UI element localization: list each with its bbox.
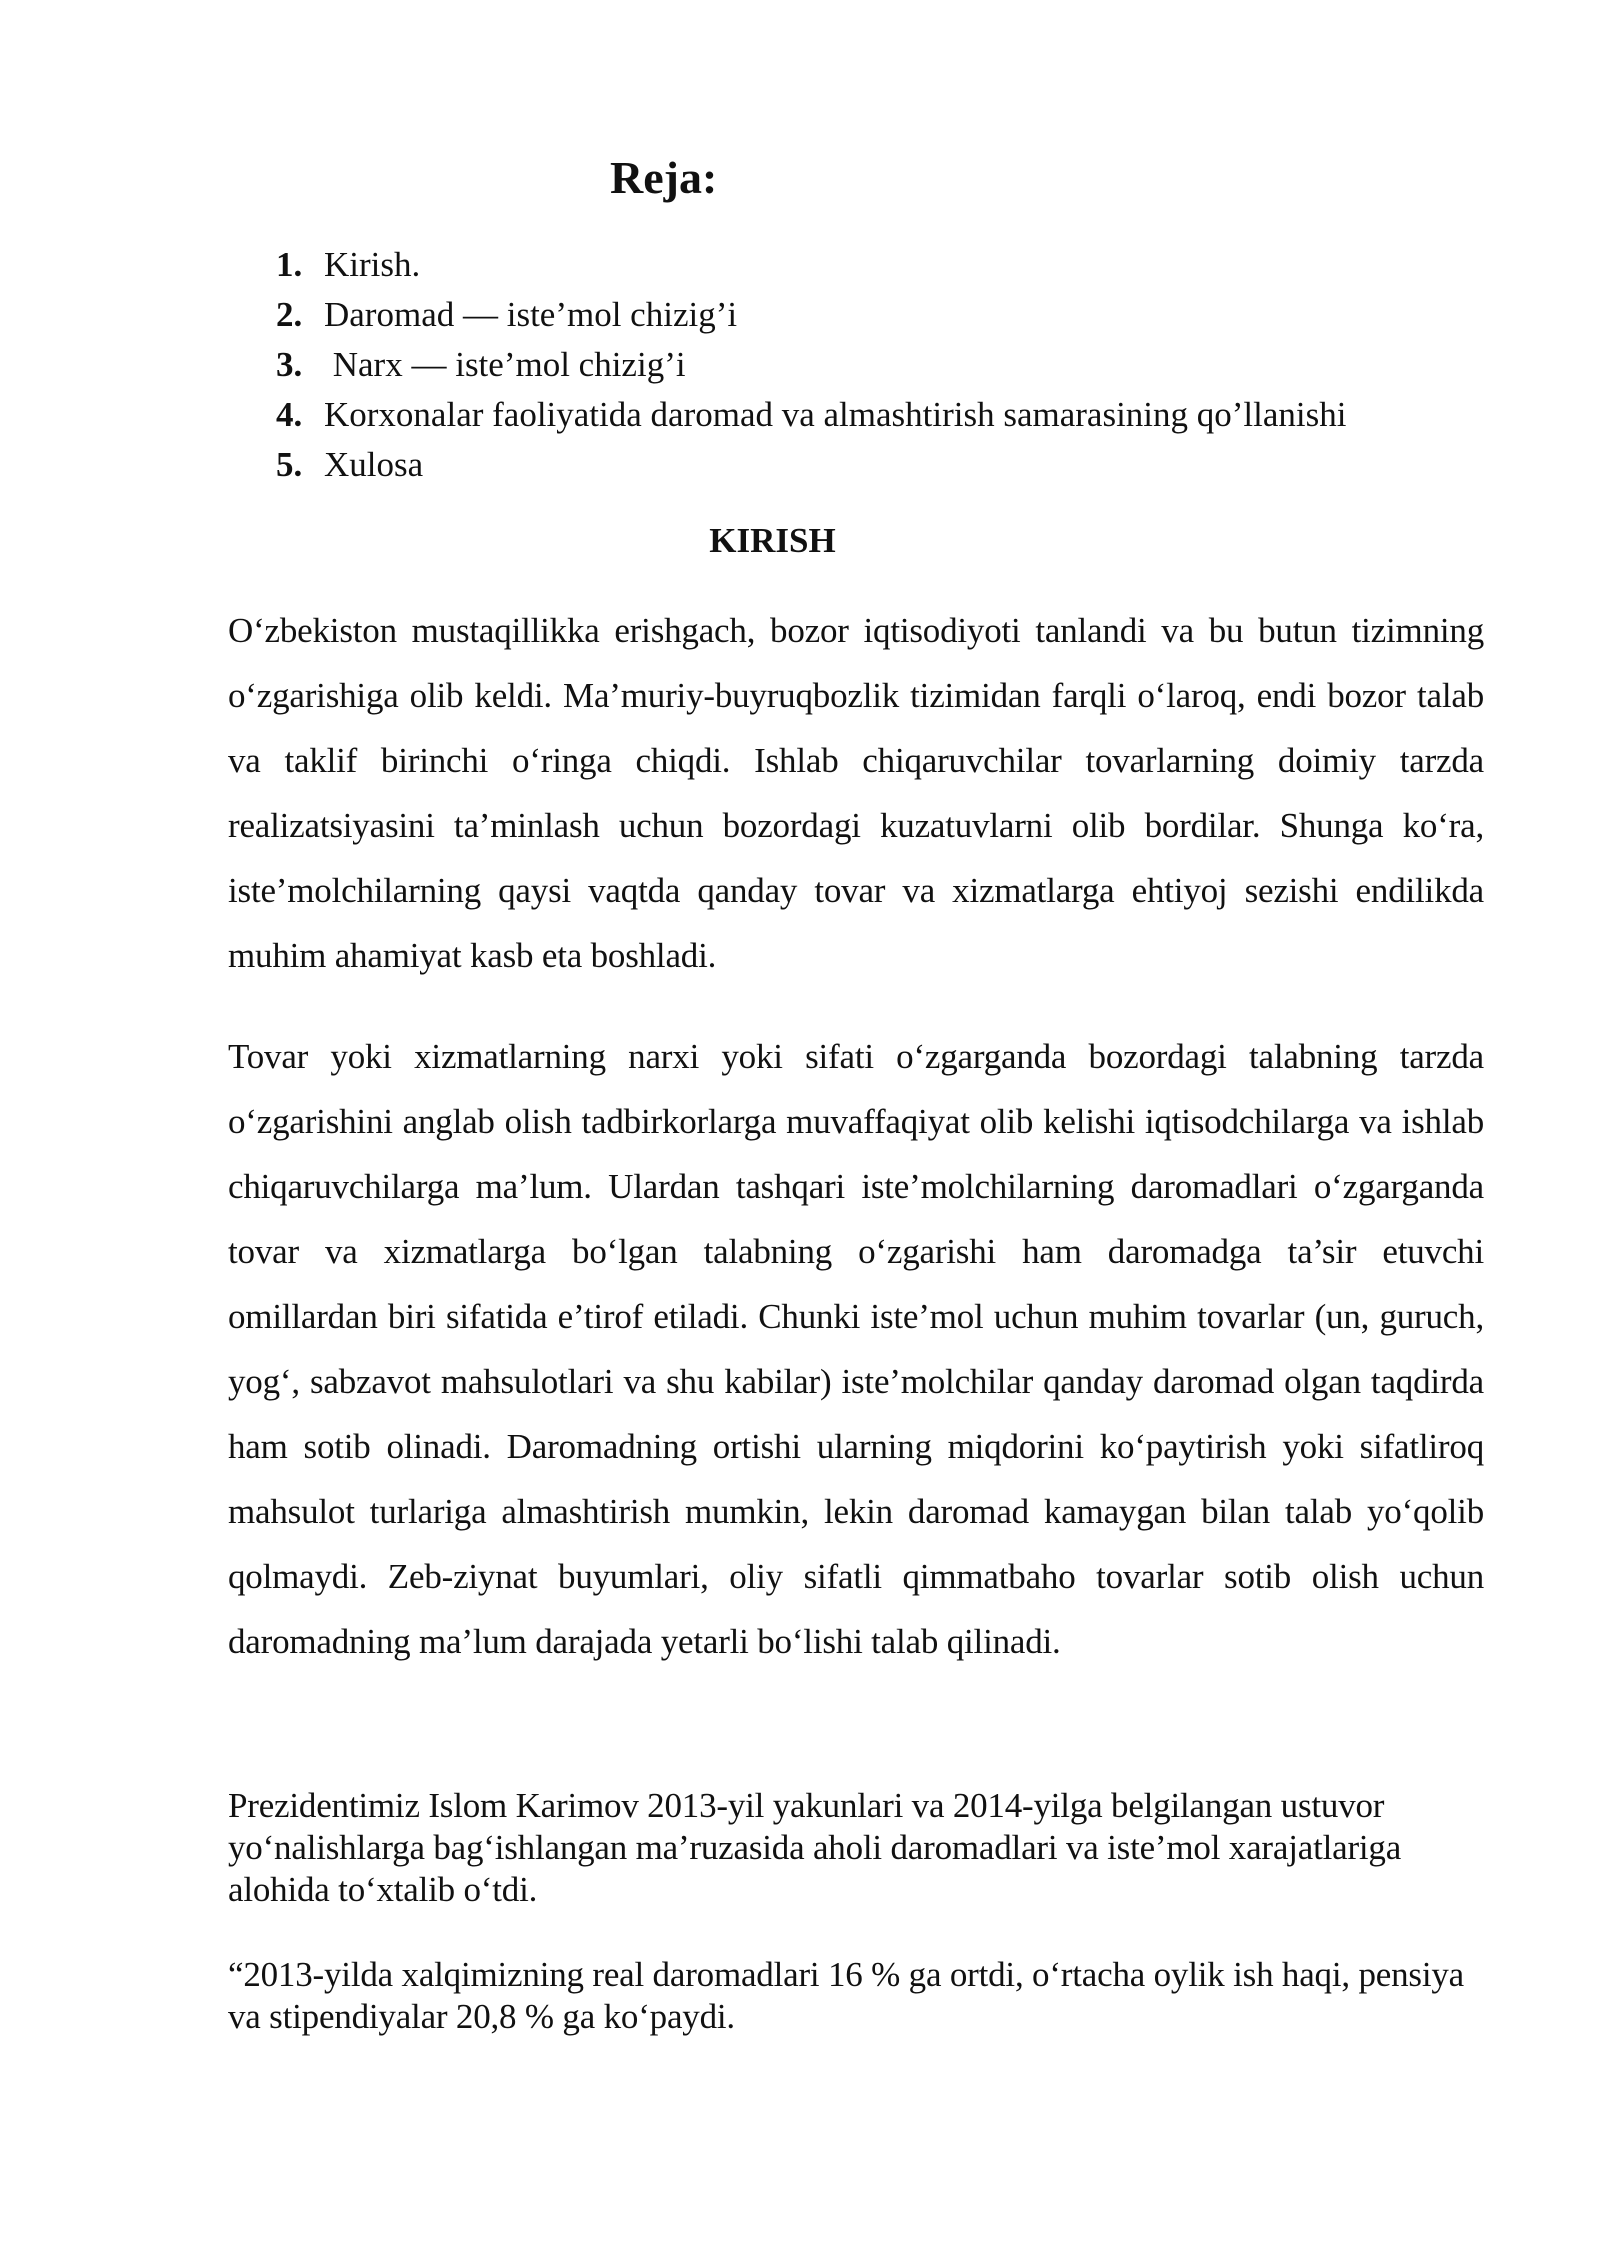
plan-item-number: 2. bbox=[276, 295, 303, 334]
body-paragraph: Tovar yoki xizmatlarning narxi yoki sifati o‘zgarganda bozordagi talabning tarzda o‘zgarishini anglab olish tadbirkorlarga muvaffaqiyat olib kelishi iqtisodchilarga va ishlab chiqaruvchilarga ma’lum. Ulardan tashqari iste’molchilarning daromadlari o‘zgarganda tovar va xizmatlarga bo‘lgan talabning o‘zgarishi ham daromadga ta’sir etuvchi omillardan biri sifatida e’tirof etiladi. Chunki iste’mol uchun muhim tovarlar (un, guruch, yog‘, sabzavot mahsulotlari va shu kabilar) iste’molchilar qanday daromad olgan taqdirda ham sotib olinadi. Daromadning ortishi ularning miqdorini ko‘paytirish yoki sifatliroq mahsulot turlariga almashtirish mumkin, lekin daromad kamaygan bilan talab yo‘qolib qolmaydi. Zeb-ziynat buyumlari, oliy sifatli qimmatbaho tovarlar sotib olish uchun daromadning ma’lum darajada yetarli bo‘lishi talab qilinadi. bbox=[228, 1037, 1484, 1661]
quote-paragraph: “2013-yilda xalqimizning real daromadlari 16 % ga ortdi, o‘rtacha oylik ish haqi, pensiya va stipendiyalar 20,8 % ga ko‘paydi. bbox=[228, 1955, 1464, 2036]
plan-item-text: Korxonalar faoliyatida daromad va almashtirish samarasining qo’llanishi bbox=[324, 395, 1347, 434]
plan-item-text: Narx — iste’mol chizig’i bbox=[324, 345, 686, 384]
body-paragraph: Prezidentimiz Islom Karimov 2013-yil yakunlari va 2014-yilga belgilangan ustuvor yo‘nalishlarga bag‘ishlangan ma’ruzasida aholi daromadlari va iste’mol xarajatlariga alohida to‘xtalib o‘tdi. bbox=[228, 1786, 1402, 1909]
plan-item-number: 1. bbox=[276, 245, 303, 284]
plan-item bbox=[276, 290, 1347, 340]
body-paragraph: O‘zbekiston mustaqillikka erishgach, bozor iqtisodiyoti tanlandi va bu butun tizimning o‘zgarishiga olib keldi. Ma’muriy-buyruqbozlik tizimidan farqli o‘laroq, endi bozor talab va taklif birinchi o‘ringa chiqdi. Ishlab chiqaruvchilar tovarlarning doimiy tarzda realizatsiyasini ta’minlash uchun bozordagi kuzatuvlarni olib bordilar. Shunga ko‘ra, iste’molchilarning qaysi vaqtda qanday tovar va xizmatlarga ehtiyoj sezishi endilikda muhim ahamiyat kasb eta boshladi. bbox=[228, 611, 1484, 975]
plan-item-text: Kirish. bbox=[324, 245, 421, 284]
plan-item-number: 4. bbox=[276, 395, 303, 434]
plan-item-text: Daromad — iste’mol chizig’i bbox=[324, 295, 738, 334]
section-title: KIRISH bbox=[709, 521, 836, 560]
plan-item-text: Xulosa bbox=[324, 445, 424, 484]
plan-item bbox=[276, 390, 1347, 440]
plan-item bbox=[276, 440, 1347, 490]
plan-item bbox=[276, 240, 1347, 290]
plan-item-number: 5. bbox=[276, 445, 303, 484]
plan-item-number: 3. bbox=[276, 345, 303, 384]
plan-item bbox=[276, 340, 1347, 390]
plan-title: Reja: bbox=[610, 152, 718, 203]
plan-list bbox=[276, 240, 1347, 490]
